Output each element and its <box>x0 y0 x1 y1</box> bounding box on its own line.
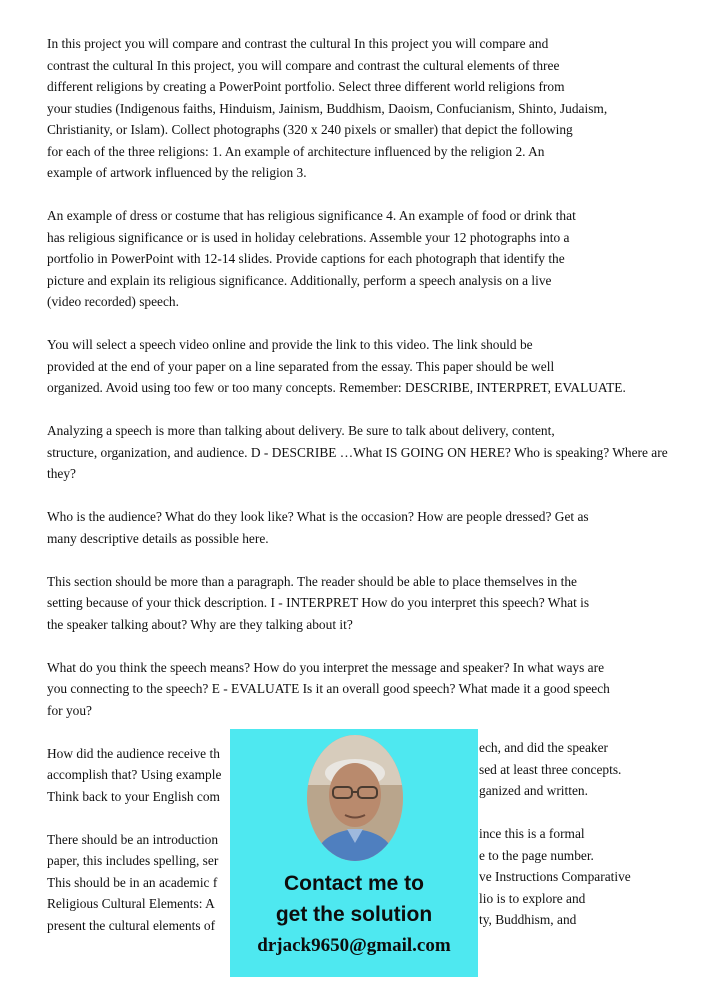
paragraph <box>47 571 697 636</box>
contact-ad-banner[interactable] <box>230 729 478 977</box>
text-line: for each of the three religions: 1. An example of architecture influenced by the religion 2. An <box>47 143 545 159</box>
text-fragment: ve Instructions Comparative <box>479 869 631 884</box>
text-line: you connecting to the speech? E - EVALUATE Is it an overall good speech? What made it a good speech <box>47 681 610 696</box>
text-line: Christianity, or Islam). Collect photographs (320 x 240 pixels or smaller) that depict the following <box>47 122 573 137</box>
text-line: accomplish that? Using example <box>47 767 222 782</box>
text-fragment: ty, Buddhism, and <box>479 912 577 927</box>
text-line: An example of dress or costume that has religious significance 4. An example of food or drink that <box>47 208 576 223</box>
text-line: provided at the end of your paper on a line separated from the essay. This paper should be well <box>47 358 555 374</box>
cta-line: Contact me to <box>283 872 424 895</box>
text-line: Who is the audience? What do they look like? What is the occasion? How are people dressed? Get as <box>47 509 589 524</box>
text-line: for you? <box>47 702 92 718</box>
text-line: You will select a speech video online and provide the link to this video. The link should be <box>47 337 533 352</box>
text-line: Religious Cultural Elements: A <box>47 896 215 911</box>
text-line: setting because of your thick description. I - INTERPRET How do you interpret this speech? What is <box>47 595 590 610</box>
text-line: organized. Avoid using too few or too many concepts. Remember: DESCRIBE, INTERPRET, EVALUATE. <box>47 380 626 395</box>
text-fragment: lio is to explore and <box>479 891 586 906</box>
paragraph <box>47 334 697 399</box>
text-line: your studies (Indigenous faiths, Hinduism, Jainism, Buddhism, Daoism, Confucianism, Shinto, Judaism, <box>47 100 608 116</box>
text-line: has religious significance or is used in holiday celebrations. Assemble your 12 photographs into a <box>47 229 570 245</box>
text-line: the speaker talking about? Why are they talking about it? <box>47 616 353 632</box>
text-line: In this project you will compare and contrast the cultural In this project you will compare and <box>47 36 549 51</box>
text-fragment: ech, and did the speaker <box>479 740 609 755</box>
portrait-photo <box>307 735 403 861</box>
text-fragment: e to the page number. <box>479 848 594 863</box>
contact-cta <box>230 868 478 930</box>
text-fragment: sed at least three concepts. <box>479 762 622 777</box>
text-line: present the cultural elements of <box>47 917 216 933</box>
text-line: (video recorded) speech. <box>47 294 179 309</box>
contact-email[interactable]: drjack9650@gmail.com <box>257 935 451 956</box>
text-line: contrast the cultural In this project, you will compare and contrast the cultural elements of three <box>47 57 560 73</box>
portrait-image <box>307 735 403 861</box>
text-line: portfolio in PowerPoint with 12-14 slides. Provide captions for each photograph that identify the <box>47 251 565 266</box>
text-line: many descriptive details as possible here. <box>47 530 269 546</box>
text-line: This should be in an academic f <box>47 874 218 890</box>
text-line: Analyzing a speech is more than talking about delivery. Be sure to talk about delivery, content, <box>47 423 555 438</box>
paragraph <box>47 33 697 184</box>
text-line: Think back to your English com <box>47 788 220 804</box>
text-line: picture and explain its religious significance. Additionally, perform a speech analysis on a live <box>47 272 552 288</box>
paragraph <box>47 657 697 722</box>
text-line: different religions by creating a PowerPoint portfolio. Select three different world religions from <box>47 79 565 94</box>
paragraph <box>47 205 697 313</box>
text-line: How did the audience receive th <box>47 745 220 761</box>
text-line: There should be an introduction <box>47 831 219 847</box>
paragraph <box>47 506 697 549</box>
text-line: structure, organization, and audience. D - DESCRIBE …What IS GOING ON HERE? Who is speaking? Where are they? <box>47 444 668 481</box>
text-line: example of artwork influenced by the religion 3. <box>47 165 307 180</box>
text-fragment: ince this is a formal <box>479 826 585 841</box>
text-line: This section should be more than a paragraph. The reader should be able to place themselves in the <box>47 573 577 589</box>
paragraph <box>47 420 697 485</box>
cta-line: get the solution <box>275 903 433 926</box>
text-line: paper, this includes spelling, ser <box>47 853 219 868</box>
text-fragment: ganized and written. <box>479 783 588 798</box>
text-line: What do you think the speech means? How do you interpret the message and speaker? In what ways are <box>47 659 605 675</box>
